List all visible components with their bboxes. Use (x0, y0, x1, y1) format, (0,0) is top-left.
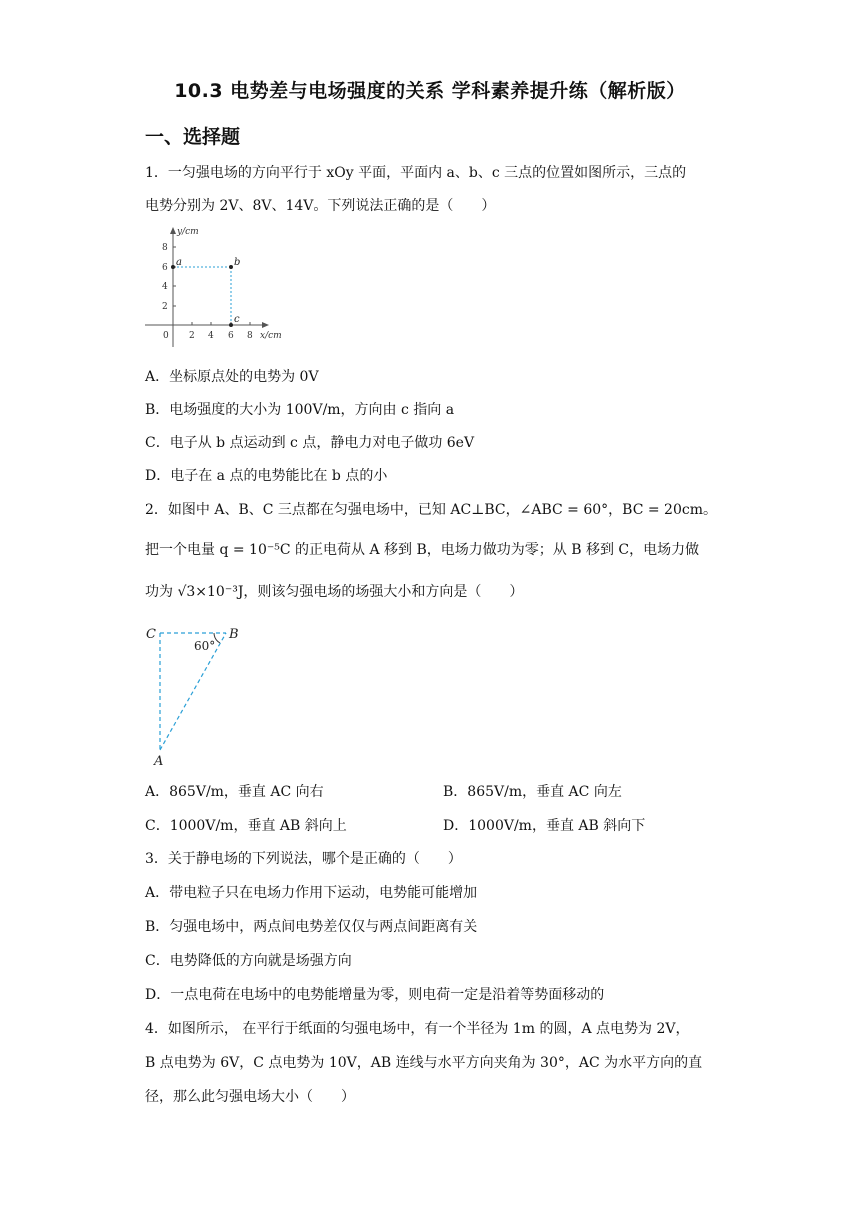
y-tick-label: 6 (162, 263, 168, 273)
x-tick-label: 6 (228, 331, 234, 341)
x-axis-arrow (262, 322, 269, 328)
y-axis-label: y/cm (177, 227, 199, 237)
y-tick-label: 2 (162, 302, 168, 312)
q2-option-d: D．1000V/m，垂直 AB 斜向下 (443, 818, 646, 834)
point-c-label: c (234, 314, 240, 325)
q3-option-b: B．匀强电场中，两点间电势差仅仅与两点间距离有关 (145, 919, 478, 935)
q1-option-a: A．坐标原点处的电势为 0V (145, 369, 319, 385)
q2-option-b: B．865V/m，垂直 AC 向左 (443, 784, 622, 800)
point-c (229, 323, 233, 327)
x-tick-label: 2 (189, 331, 195, 341)
q3-option-a: A．带电粒子只在电场力作用下运动，电势能可能增加 (145, 885, 478, 901)
q2-option-c: C．1000V/m，垂直 AB 斜向上 (145, 818, 347, 834)
vertex-c-label: C (146, 627, 156, 642)
section-heading: 一、选择题 (145, 126, 241, 148)
q3-option-d: D．一点电荷在电场中的电势能增量为零，则电荷一定是沿着等势面移动的 (145, 987, 605, 1003)
q3-option-c: C．电势降低的方向就是场强方向 (145, 953, 352, 969)
y-axis-arrow (170, 227, 176, 234)
q2-stem-line2: 把一个电量 q = 10⁻⁵C 的正电荷从 A 移到 B，电场力做功为零；从 B 移到 C，电场力做 (145, 542, 700, 558)
q1-coordinate-figure (145, 222, 295, 347)
origin-label: 0 (163, 331, 169, 341)
x-axis-label: x/cm (260, 331, 282, 341)
x-tick-label: 8 (247, 331, 253, 341)
vertex-b-label: B (229, 627, 239, 642)
q2-stem-line3: 功为 √3×10⁻³J，则该匀强电场的场强大小和方向是（ ） (145, 584, 524, 600)
q2-triangle-figure (140, 622, 250, 772)
page-title: 10.3 电势差与电场强度的关系 学科素养提升练（解析版） (174, 80, 686, 102)
q3-stem: 3．关于静电场的下列说法，哪个是正确的（ ） (145, 851, 462, 867)
q1-option-d: D．电子在 a 点的电势能比在 b 点的小 (145, 468, 388, 484)
q1-option-c: C．电子从 b 点运动到 c 点，静电力对电子做功 6eV (145, 435, 475, 451)
q4-stem-line3: 径，那么此匀强电场大小（ ） (145, 1089, 355, 1105)
y-tick-label: 4 (162, 282, 168, 292)
point-b-label: b (234, 257, 241, 268)
point-a (171, 265, 175, 269)
y-tick-label: 8 (162, 243, 168, 253)
q4-stem-line1: 4．如图所示， 在平行于纸面的匀强电场中，有一个半径为 1m 的圆，A 点电势为 2V， (145, 1021, 690, 1037)
q4-stem-line2: B 点电势为 6V，C 点电势为 10V，AB 连线与水平方向夹角为 30°，AC 为水平方向的直 (145, 1055, 703, 1071)
q1-stem-line2: 电势分别为 2V、8V、14V。下列说法正确的是（ ） (145, 198, 496, 214)
q1-stem-line1: 1．一匀强电场的方向平行于 xOy 平面，平面内 a、b、c 三点的位置如图所示，三点的 (145, 165, 687, 181)
x-tick-label: 4 (208, 331, 214, 341)
point-a-label: a (176, 257, 182, 268)
point-b (229, 265, 233, 269)
q2-option-a: A．865V/m，垂直 AC 向右 (145, 784, 324, 800)
y-ticks (162, 243, 176, 312)
q1-option-b: B．电场强度的大小为 100V/m，方向由 c 指向 a (145, 402, 455, 418)
vertex-a-label: A (154, 754, 164, 769)
side-ab (160, 633, 226, 750)
angle-label: 60° (194, 639, 216, 653)
q2-stem-line1: 2．如图中 A、B、C 三点都在匀强电场中，已知 AC⊥BC，∠ABC = 60°，BC = 20cm。 (145, 502, 717, 518)
